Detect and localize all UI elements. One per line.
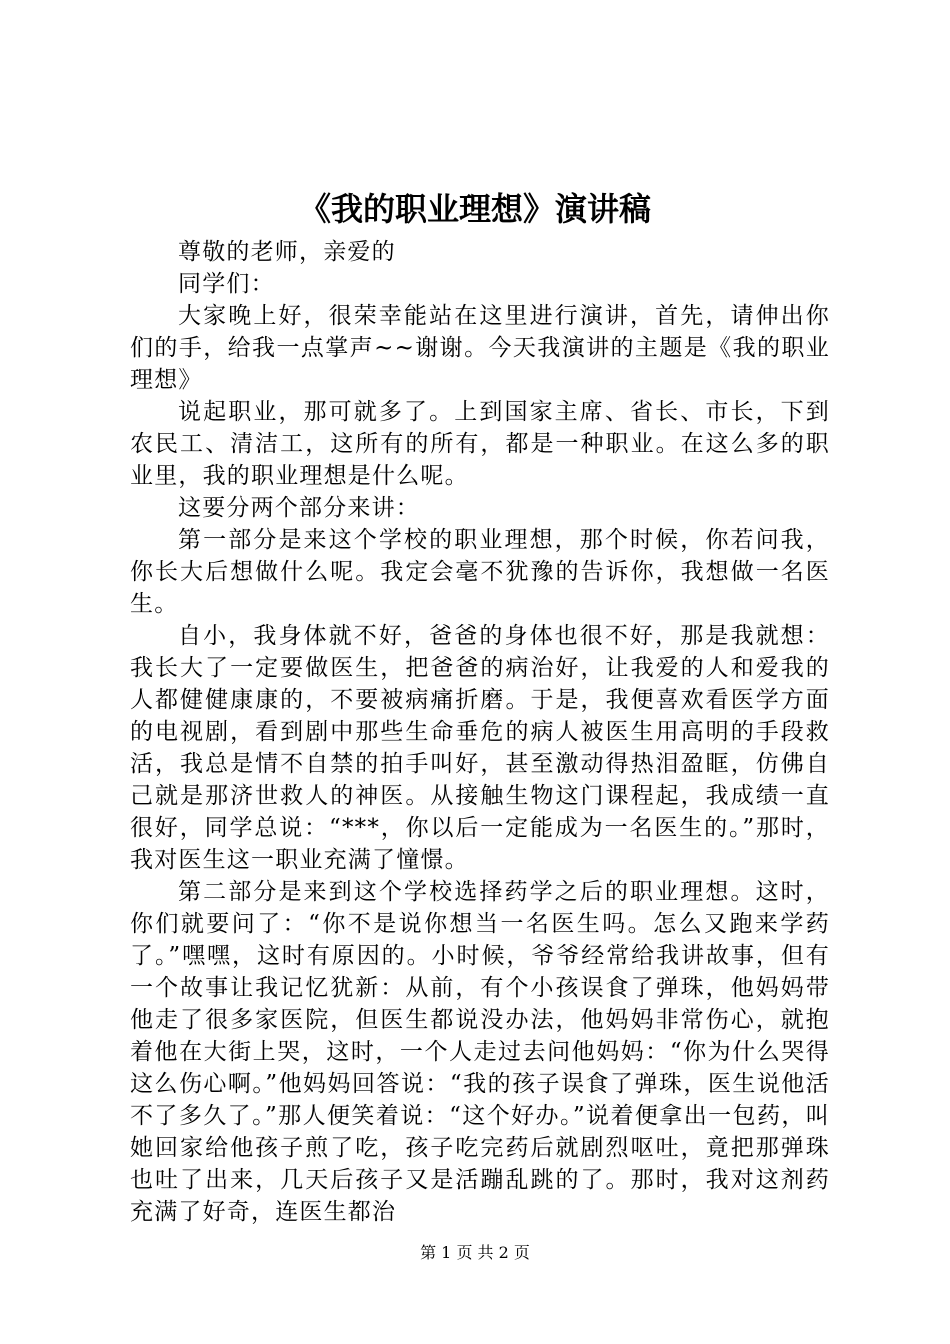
body-paragraph: 自小，我身体就不好，爸爸的身体也很不好，那是我就想：我长大了一定要做医生，把爸爸的病治好，让我爱的人和爱我的人都健健康康的，不要被病痛折磨。于是，我便喜欢看医学方面的电视剧，看到剧中那些生命垂危的病人被医生用高明的手段救活，我总是情不自禁的拍手叫好，甚至激动得热泪盈眶，仿佛自己就是那济世救人的神医。从接触生物这门课程起，我成绩一直很好，同学总说：“***，你以后一定能成为一名医生的。”那时，我对医生这一职业充满了憧憬。 bbox=[130, 623, 830, 873]
body-paragraph: 第二部分是来到这个学校选择药学之后的职业理想。这时，你们就要问了：“你不是说你想当一名医生吗。怎么又跑来学药了。”嘿嘿，这时有原因的。小时候，爷爷经常给我讲故事，但有一个故事让我记忆犹新：从前，有个小孩误食了弹珠，他妈妈带他走了很多家医院，但医生都说没办法，他妈妈非常伤心，就抱着他在大街上哭，这时，一个人走过去问他妈妈：“你为什么哭得这么伤心啊。”他妈妈回答说：“我的孩子误食了弹珠，医生说他活不了多久了。”那人便笑着说：“这个好办。”说着便拿出一包药，叫她回家给他孩子煎了吃，孩子吃完药后就剧烈呕吐，竟把那弹珠也吐了出来，几天后孩子又是活蹦乱跳的了。那时，我对这剂药充满了好奇，连医生都治 bbox=[130, 879, 830, 1225]
body-paragraph: 说起职业，那可就多了。上到国家主席、省长、市长，下到农民工、清洁工，这所有的所有，都是一种职业。在这么多的职业里，我的职业理想是什么呢。 bbox=[130, 399, 830, 489]
greeting-line: 同学们： bbox=[178, 271, 275, 297]
document-body bbox=[130, 236, 830, 1228]
body-paragraph: 第一部分是来这个学校的职业理想，那个时候，你若问我，你长大后想做什么呢。我定会毫不犹豫的告诉你，我想做一名医生。 bbox=[130, 527, 830, 617]
page-number-footer: 第 1 页 共 2 页 bbox=[420, 1243, 530, 1262]
body-paragraph: 大家晚上好，很荣幸能站在这里进行演讲，首先，请伸出你们的手，给我一点掌声~~谢谢。今天我演讲的主题是《我的职业理想》 bbox=[130, 303, 830, 393]
greeting-line: 尊敬的老师，亲爱的 bbox=[178, 239, 396, 265]
document-title: 《我的职业理想》演讲稿 bbox=[298, 190, 651, 228]
body-paragraph: 这要分两个部分来讲： bbox=[178, 495, 420, 521]
